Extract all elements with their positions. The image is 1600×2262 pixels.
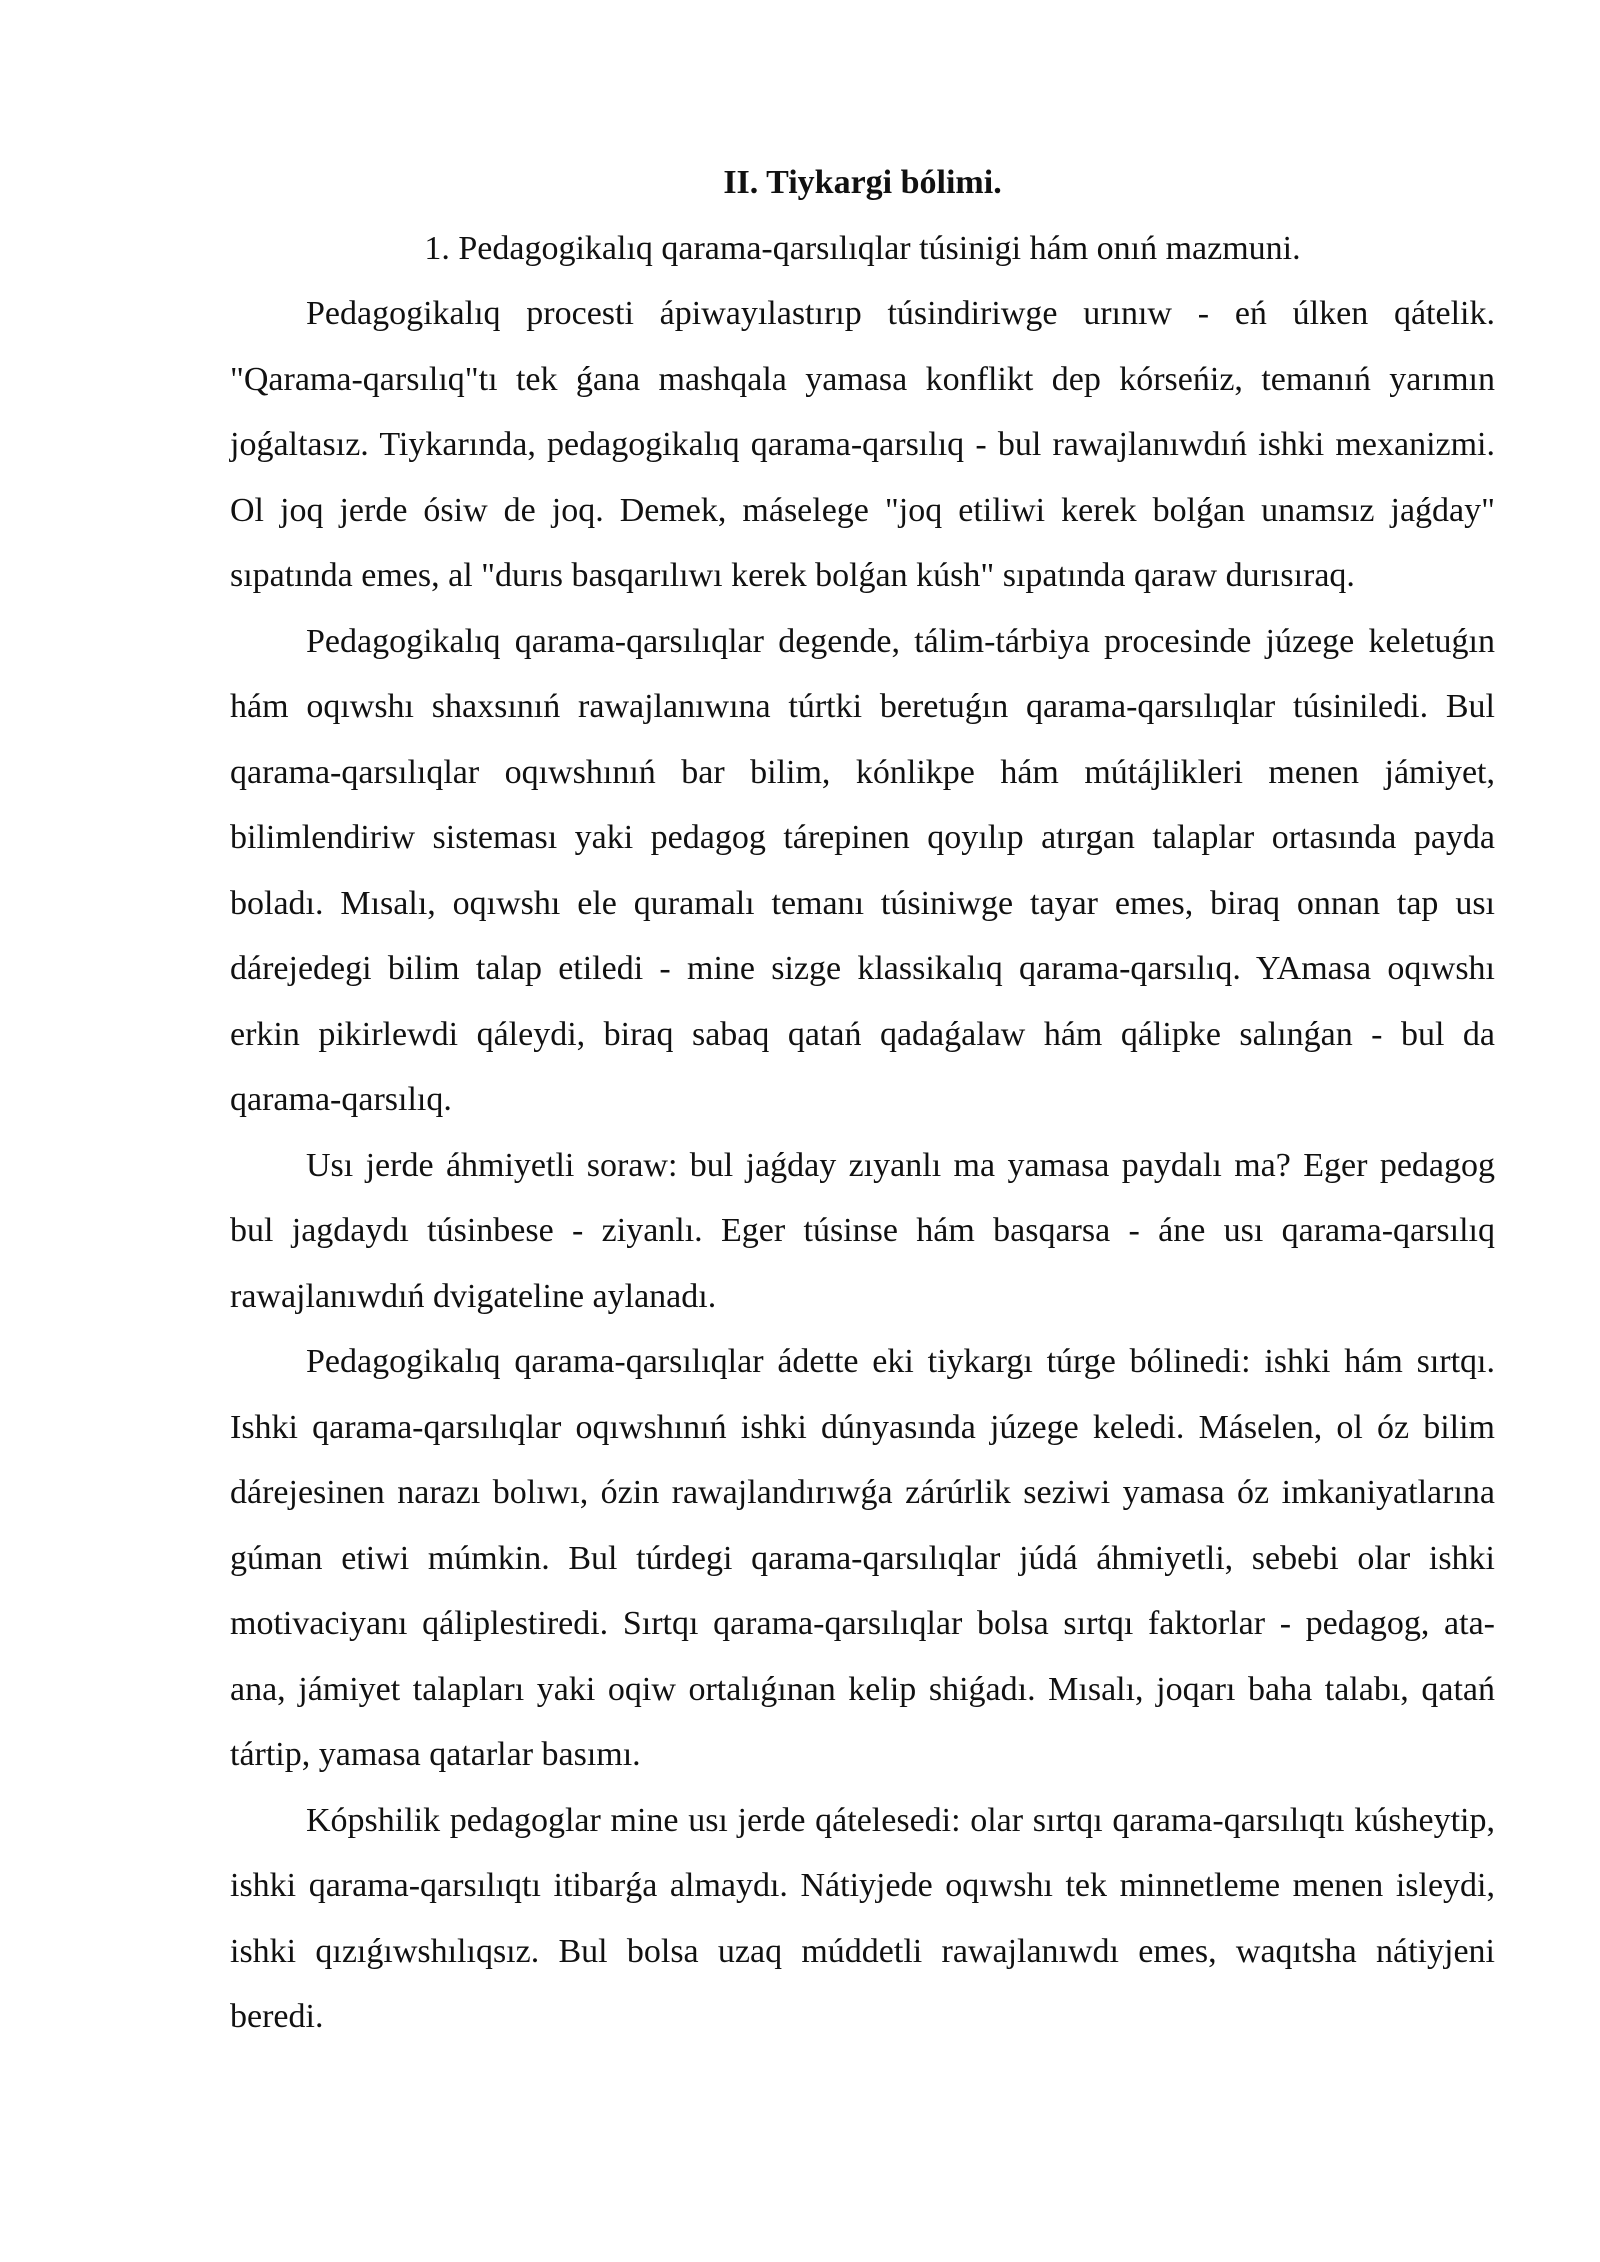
paragraph: Kópshilik pedagoglar mine usı jerde qátelesedi: olar sırtqı qarama-qarsılıqtı kúsheytip, ishki qarama-qarsılıqtı itibarǵa almaydı. Nátiyjede oqıwshı tek minnetleme menen isleydi, ishki qızıǵıwshılıqsız. Bul bolsa uzaq múddetli rawajlanıwdı emes, waqıtsha nátiyjeni beredi. <box>230 1801 1495 2035</box>
paragraph: Pedagogikalıq procesti ápiwayılastırıp túsindiriwge urınıw - eń úlken qátelik. "Qarama-qarsılıq"tı tek ǵana mashqala yamasa konflikt dep kórseńiz, temanıń yarımın joǵaltasız. Tiykarında, pedagogikalıq qarama-qarsılıq - bul rawajlanıwdıń ishki mexanizmi. Ol joq jerde ósiw de joq. Demek, máselege "joq etiliwi kerek bolǵan unamsız jaǵday" sıpatında emes, al "durıs basqarılıwı kerek bolǵan kúsh" sıpatında qaraw durısıraq. <box>230 295 1495 594</box>
paragraph: Pedagogikalıq qarama-qarsılıqlar ádette eki tiykargı túrge bólinedi: ishki hám sırtqı. Ishki qarama-qarsılıqlar oqıwshınıń ishki dúnyasında júzege keledi. Máselen, ol óz bilim dárejesinen narazı bolıwı, ózin rawajlandırıwǵa zárúrlik seziwi yamasa óz imkaniyatlarına gúman etiwi múmkin. Bul túrdegi qarama-qarsılıqlar júdá áhmiyetli, sebebi olar ishki motivaciyanı qáliplestiredi. Sırtqı qarama-qarsılıqlar bolsa sırtqı faktorlar - pedagog, ata-ana, jámiyet talapları yaki oqiw ortalıǵınan kelip shiǵadı. Mısalı, joqarı baha talabı, qatań tártip, yamasa qatarlar basımı. <box>230 1343 1495 1773</box>
subsection-title: 1. Pedagogikalıq qarama-qarsılıqlar túsinigi hám onıń mazmuni. <box>424 229 1301 267</box>
paragraph: Pedagogikalıq qarama-qarsılıqlar degende, tálim-tárbiya procesinde júzege keletuǵın hám oqıwshı shaxsınıń rawajlanıwına túrtki beretuǵın qarama-qarsılıqlar túsiniledi. Bul qarama-qarsılıqlar oqıwshınıń bar bilim, kónlikpe hám mútájlikleri menen jámiyet, bilimlendiriw sisteması yaki pedagog tárepinen qoyılıp atırgan talaplar ortasında payda boladı. Mısalı, oqıwshı ele quramalı temanı túsiniwge tayar emes, biraq onnan tap usı dárejedegi bilim talap etiledi - mine sizge klassikalıq qarama-qarsılıq. YAmasa oqıwshı erkin pikirlewdi qáleydi, biraq sabaq qatań qadaǵalaw hám qálipke salınǵan - bul da qarama-qarsılıq. <box>230 622 1495 1118</box>
document-page <box>230 150 1495 2050</box>
paragraph: Usı jerde áhmiyetli soraw: bul jaǵday zıyanlı ma yamasa paydalı ma? Eger pedagog bul jagdaydı túsinbese - ziyanlı. Eger túsinse hám basqarsa - áne usı qarama-qarsılıq rawajlanıwdıń dvigateline aylanadı. <box>230 1146 1495 1315</box>
section-title: II. Tiykargi bólimi. <box>723 164 1002 201</box>
